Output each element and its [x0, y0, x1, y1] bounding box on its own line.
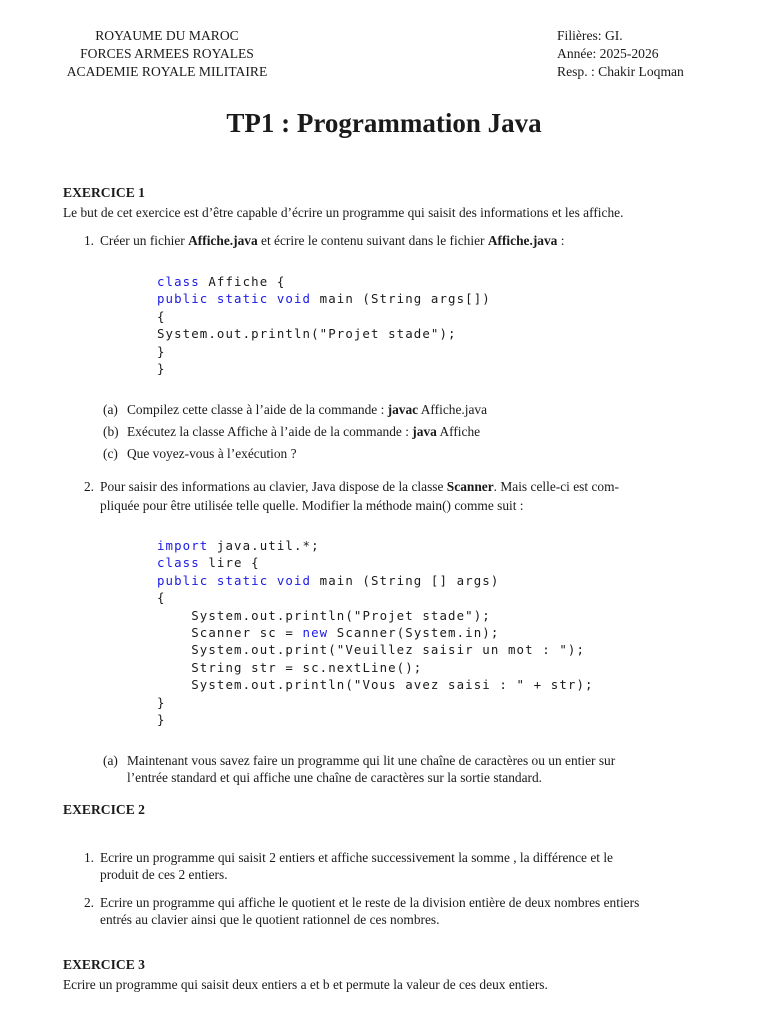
sub-item-label: (a): [103, 753, 118, 768]
command-arg: Affiche: [436, 424, 481, 439]
code-line: }: [157, 694, 166, 710]
exercise-1-item-2-line-2: pliquée pour être utilisée telle quelle. Modifier la méthode main() comme suit :: [100, 498, 524, 513]
institution-header: [52, 27, 282, 81]
code-line: java.util.*;: [208, 538, 320, 553]
sub-item-text: Maintenant vous savez faire un programme qui lit une chaîne de caractères ou un entier sur: [127, 753, 616, 768]
code-line: String str = sc.nextLine();: [191, 659, 423, 675]
sub-item-label: (a): [103, 402, 118, 417]
item-text: Créer un fichier: [100, 233, 189, 248]
exercise-3-text: Ecrire un programme qui saisit deux entiers a et b et permute la valeur de ces deux entiers.: [63, 977, 548, 992]
code-line: Affiche {: [199, 274, 286, 289]
code-keyword: class: [157, 274, 200, 289]
exercise-3-title: EXERCICE 3: [63, 957, 145, 972]
command-javac: javac: [387, 402, 419, 417]
item-text: Pour saisir des informations au clavier, Java dispose de la classe: [100, 479, 447, 494]
exercise-1-item-2: [76, 478, 619, 496]
header-filieres: Filières: GI.: [557, 28, 623, 43]
header-annee: Année: 2025-2026: [557, 46, 659, 61]
code-keyword: new: [302, 625, 329, 641]
item-text: . Mais celle-ci est com-: [493, 479, 619, 494]
exercise-2-item-2: [76, 894, 639, 912]
exercise-2-item-2-line-2: entrés au clavier ainsi que le quotient rationnel de ces nombres.: [100, 912, 440, 927]
code-keyword: public static void: [157, 572, 312, 588]
code-keyword: class: [157, 555, 200, 571]
code-line: lire {: [199, 555, 260, 571]
class-scanner: Scanner: [446, 479, 494, 494]
page-title: TP1 : Programmation Java: [226, 108, 542, 138]
header-line-academy: ACADEMIE ROYALE MILITAIRE: [66, 64, 268, 79]
sub-item-a: [103, 401, 487, 419]
command-java: java: [412, 424, 437, 439]
code-line: }: [157, 343, 166, 359]
sub-item-b: [103, 423, 480, 441]
item-text: :: [557, 233, 565, 248]
code-block-lire: [157, 537, 594, 728]
code-line: System.out.println("Projet stade");: [191, 607, 491, 623]
code-line: main (String [] args): [311, 572, 500, 588]
filename: Affiche.java: [188, 233, 258, 248]
code-line: System.out.print("Veuillez saisir un mot : ");: [191, 642, 586, 658]
item-number: 2.: [83, 895, 94, 910]
sub-item-text: Exécutez la classe Affiche à l’aide de la commande :: [127, 424, 413, 439]
code-line: Scanner sc =: [191, 625, 303, 641]
sub-item-c: [103, 445, 297, 463]
sub-item-text: Que voyez-vous à l’exécution ?: [127, 446, 297, 461]
code-line: main (String args[]): [311, 291, 491, 307]
code-block-affiche: [157, 273, 491, 377]
code-line: System.out.println("Vous avez saisi : " + str);: [191, 677, 594, 693]
exercise-1-intro: Le but de cet exercice est d’être capable d’écrire un programme qui saisit des informations et les affiche.: [63, 205, 624, 220]
code-line: Scanner(System.in);: [328, 625, 500, 641]
item-text: Ecrire un programme qui saisit 2 entiers et affiche successivement la somme , la différence et le: [100, 850, 613, 865]
header-resp: Resp. : Chakir Loqman: [557, 64, 684, 79]
item-text: Ecrire un programme qui affiche le quotient et le reste de la division entière de deux nombres entiers: [100, 895, 640, 910]
exercise-1-title: EXERCICE 1: [63, 185, 145, 200]
code-line: System.out.println("Projet stade");: [157, 326, 457, 342]
course-info-header: [557, 27, 684, 81]
code-keyword: public static void: [157, 291, 312, 307]
code-line: {: [157, 308, 166, 324]
code-line: }: [157, 361, 166, 377]
code-line: }: [157, 712, 166, 728]
exercise-2-title: EXERCICE 2: [63, 802, 145, 817]
sub-item-label: (b): [103, 424, 119, 439]
code-line: {: [157, 590, 166, 606]
sub-item-label: (c): [103, 446, 118, 461]
item-number: 2.: [83, 479, 94, 494]
exercise-2-item-1: [76, 849, 613, 867]
sub-item-a-2-line-2: l’entrée standard et qui affiche une chaîne de caractères sur la sortie standard.: [127, 770, 543, 785]
exercise-2-item-1-line-2: produit de ces 2 entiers.: [100, 867, 228, 882]
item-number: 1.: [83, 233, 94, 248]
sub-item-text: Compilez cette classe à l’aide de la commande :: [127, 402, 388, 417]
command-arg: Affiche.java: [418, 402, 488, 417]
filename: Affiche.java: [487, 233, 558, 248]
code-keyword: import: [157, 538, 209, 553]
sub-item-a-2: [103, 752, 615, 770]
item-text: et écrire le contenu suivant dans le fichier: [257, 233, 488, 248]
exercise-1-item-1: [76, 232, 564, 250]
item-number: 1.: [83, 850, 94, 865]
header-line-kingdom: ROYAUME DU MAROC: [95, 28, 239, 43]
header-line-forces: FORCES ARMEES ROYALES: [80, 46, 254, 61]
